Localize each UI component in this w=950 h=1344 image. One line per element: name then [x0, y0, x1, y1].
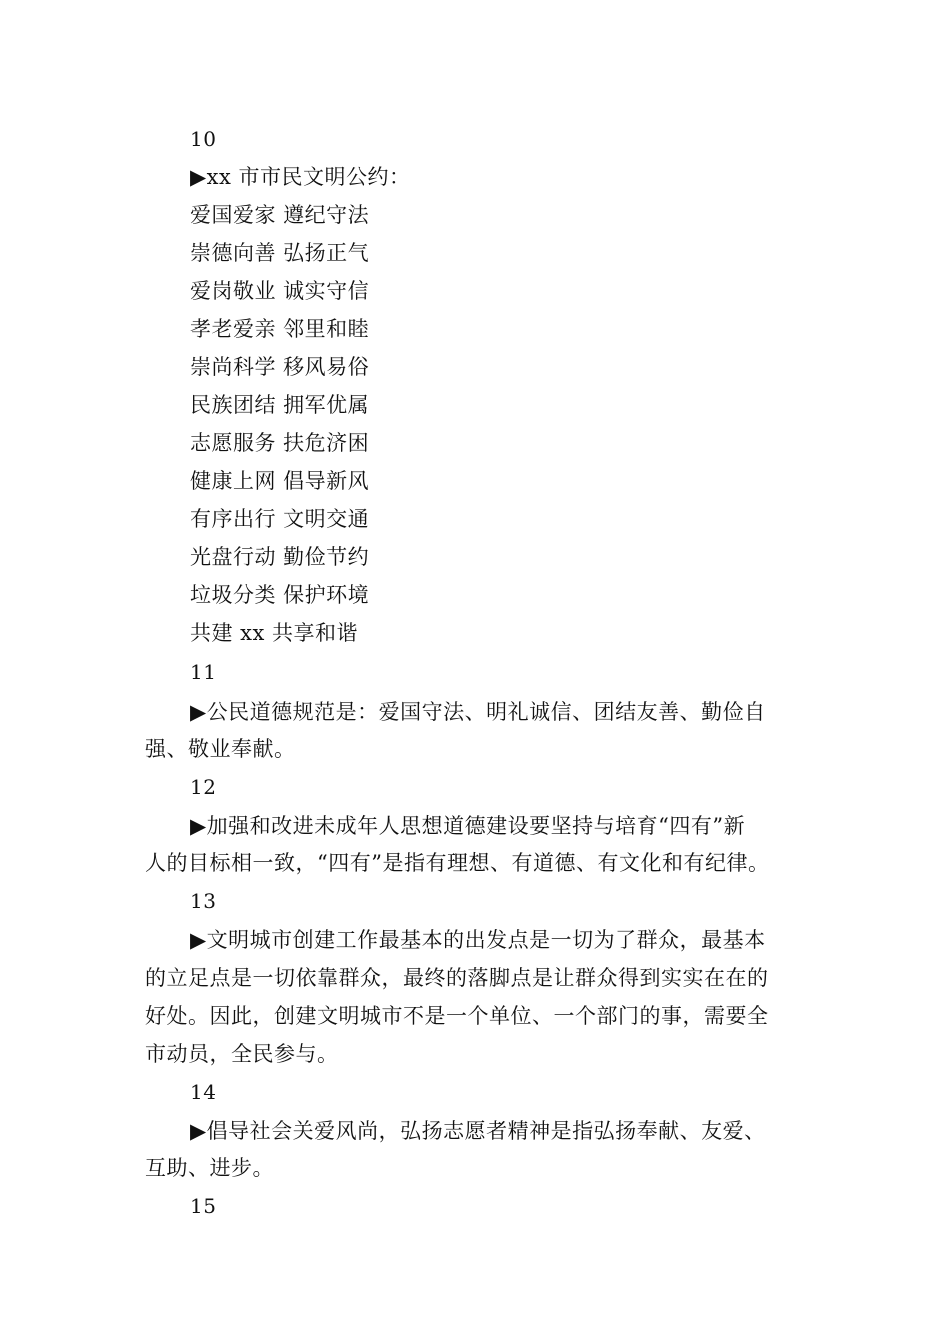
convention-line: 爱岗敬业 诚实守信: [190, 279, 370, 303]
paragraph-line: 强、敬业奉献。: [145, 737, 296, 761]
item-number: 13: [190, 889, 217, 913]
paragraph-line: 好处。因此，创建文明城市不是一个单位、一个部门的事，需要全: [145, 1004, 769, 1028]
paragraph-line: 人的目标相一致，“四有”是指有理想、有道德、有文化和有纪律。: [145, 851, 770, 875]
convention-line: 孝老爱亲 邻里和睦: [190, 317, 370, 341]
convention-line: 有序出行 文明交通: [190, 507, 370, 531]
paragraph-line: 市动员，全民参与。: [145, 1042, 339, 1066]
convention-line: 光盘行动 勤俭节约: [190, 545, 370, 569]
paragraph-line: ▶文明城市创建工作最基本的出发点是一切为了群众，最基本: [190, 928, 766, 952]
convention-line: 志愿服务 扶危济困: [190, 431, 370, 455]
paragraph-line: ▶加强和改进未成年人思想道德建设要坚持与培育“四有”新: [190, 814, 746, 838]
item-number: 10: [190, 127, 217, 151]
convention-line: 垃圾分类 保护环境: [190, 583, 370, 607]
paragraph-line: 互助、进步。: [145, 1156, 274, 1180]
item-number: 15: [190, 1194, 217, 1218]
item-number: 11: [190, 660, 217, 684]
paragraph-line: ▶公民道德规范是：爱国守法、明礼诚信、团结友善、勤俭自: [190, 700, 766, 724]
convention-heading: ▶xx 市市民文明公约：: [190, 165, 411, 189]
item-number: 12: [190, 775, 217, 799]
convention-line: 民族团结 拥军优属: [190, 393, 370, 417]
item-number: 14: [190, 1080, 217, 1104]
convention-line: 崇德向善 弘扬正气: [190, 241, 370, 265]
paragraph-line: ▶倡导社会关爱风尚，弘扬志愿者精神是指弘扬奉献、友爱、: [190, 1119, 766, 1143]
convention-line: 爱国爱家 遵纪守法: [190, 203, 370, 227]
paragraph-line: 的立足点是一切依靠群众，最终的落脚点是让群众得到实实在在的: [145, 966, 769, 990]
convention-line: 崇尚科学 移风易俗: [190, 355, 370, 379]
convention-line: 共建 xx 共享和谐: [190, 621, 359, 645]
convention-line: 健康上网 倡导新风: [190, 469, 370, 493]
